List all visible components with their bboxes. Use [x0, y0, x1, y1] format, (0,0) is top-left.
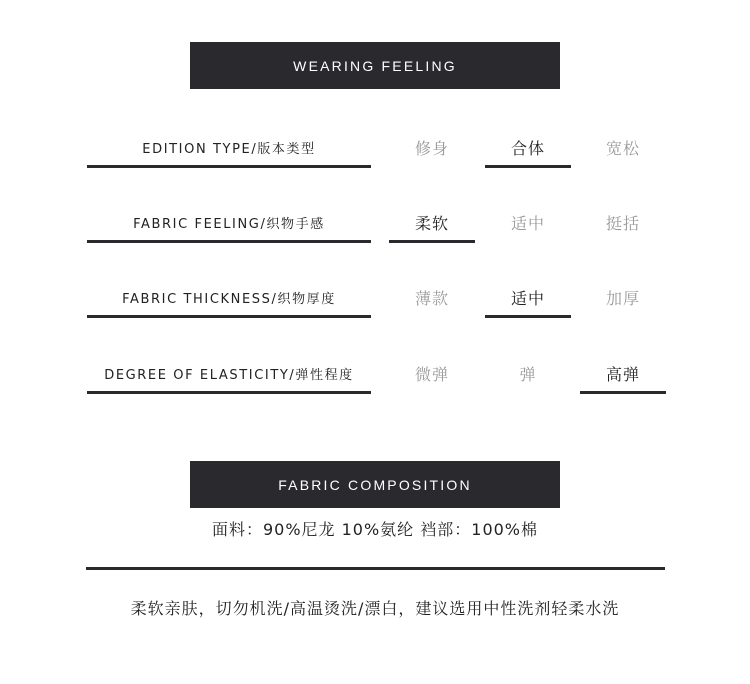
fabric-composition-title: FABRIC COMPOSITION — [278, 476, 472, 493]
composition-text: 面料：90%尼龙 10%氨纶 裆部：100%棉 — [211, 520, 539, 539]
option-2: 宽松 — [605, 138, 640, 158]
row-label: EDITION TYPE/版本类型 — [142, 141, 316, 157]
row-label: FABRIC THICKNESS/织物厚度 — [122, 291, 336, 307]
row-underline — [87, 391, 371, 394]
option-0: 微弹 — [414, 364, 449, 384]
row-label: FABRIC FEELING/织物手感 — [133, 216, 325, 232]
option-selected: 高弹 — [580, 353, 666, 393]
attribute-row-fabric-feeling — [0, 202, 750, 246]
row-underline — [87, 165, 371, 168]
care-instructions: 柔软亲肤，切勿机洗/高温烫洗/漂白，建议选用中性洗剂轻柔水洗 — [130, 599, 620, 618]
fabric-composition-banner — [190, 461, 560, 508]
attribute-row-fabric-thickness — [0, 277, 750, 321]
option-0: 薄款 — [414, 288, 449, 308]
option-selected: 柔软 — [389, 202, 475, 242]
option-1: 弹 — [519, 364, 537, 384]
attribute-row-edition-type — [0, 127, 750, 171]
row-underline — [87, 315, 371, 318]
option-selected: 适中 — [485, 277, 571, 317]
wearing-feeling-banner — [190, 42, 560, 89]
option-1: 适中 — [510, 213, 545, 233]
row-label: DEGREE OF ELASTICITY/弹性程度 — [104, 367, 354, 383]
attribute-row-elasticity — [0, 353, 750, 397]
option-selected: 合体 — [485, 127, 571, 167]
divider — [86, 567, 665, 570]
option-2: 加厚 — [605, 288, 640, 308]
option-2: 挺括 — [605, 213, 640, 233]
wearing-feeling-title: WEARING FEELING — [293, 57, 457, 74]
option-0: 修身 — [414, 138, 449, 158]
row-underline — [87, 240, 371, 243]
